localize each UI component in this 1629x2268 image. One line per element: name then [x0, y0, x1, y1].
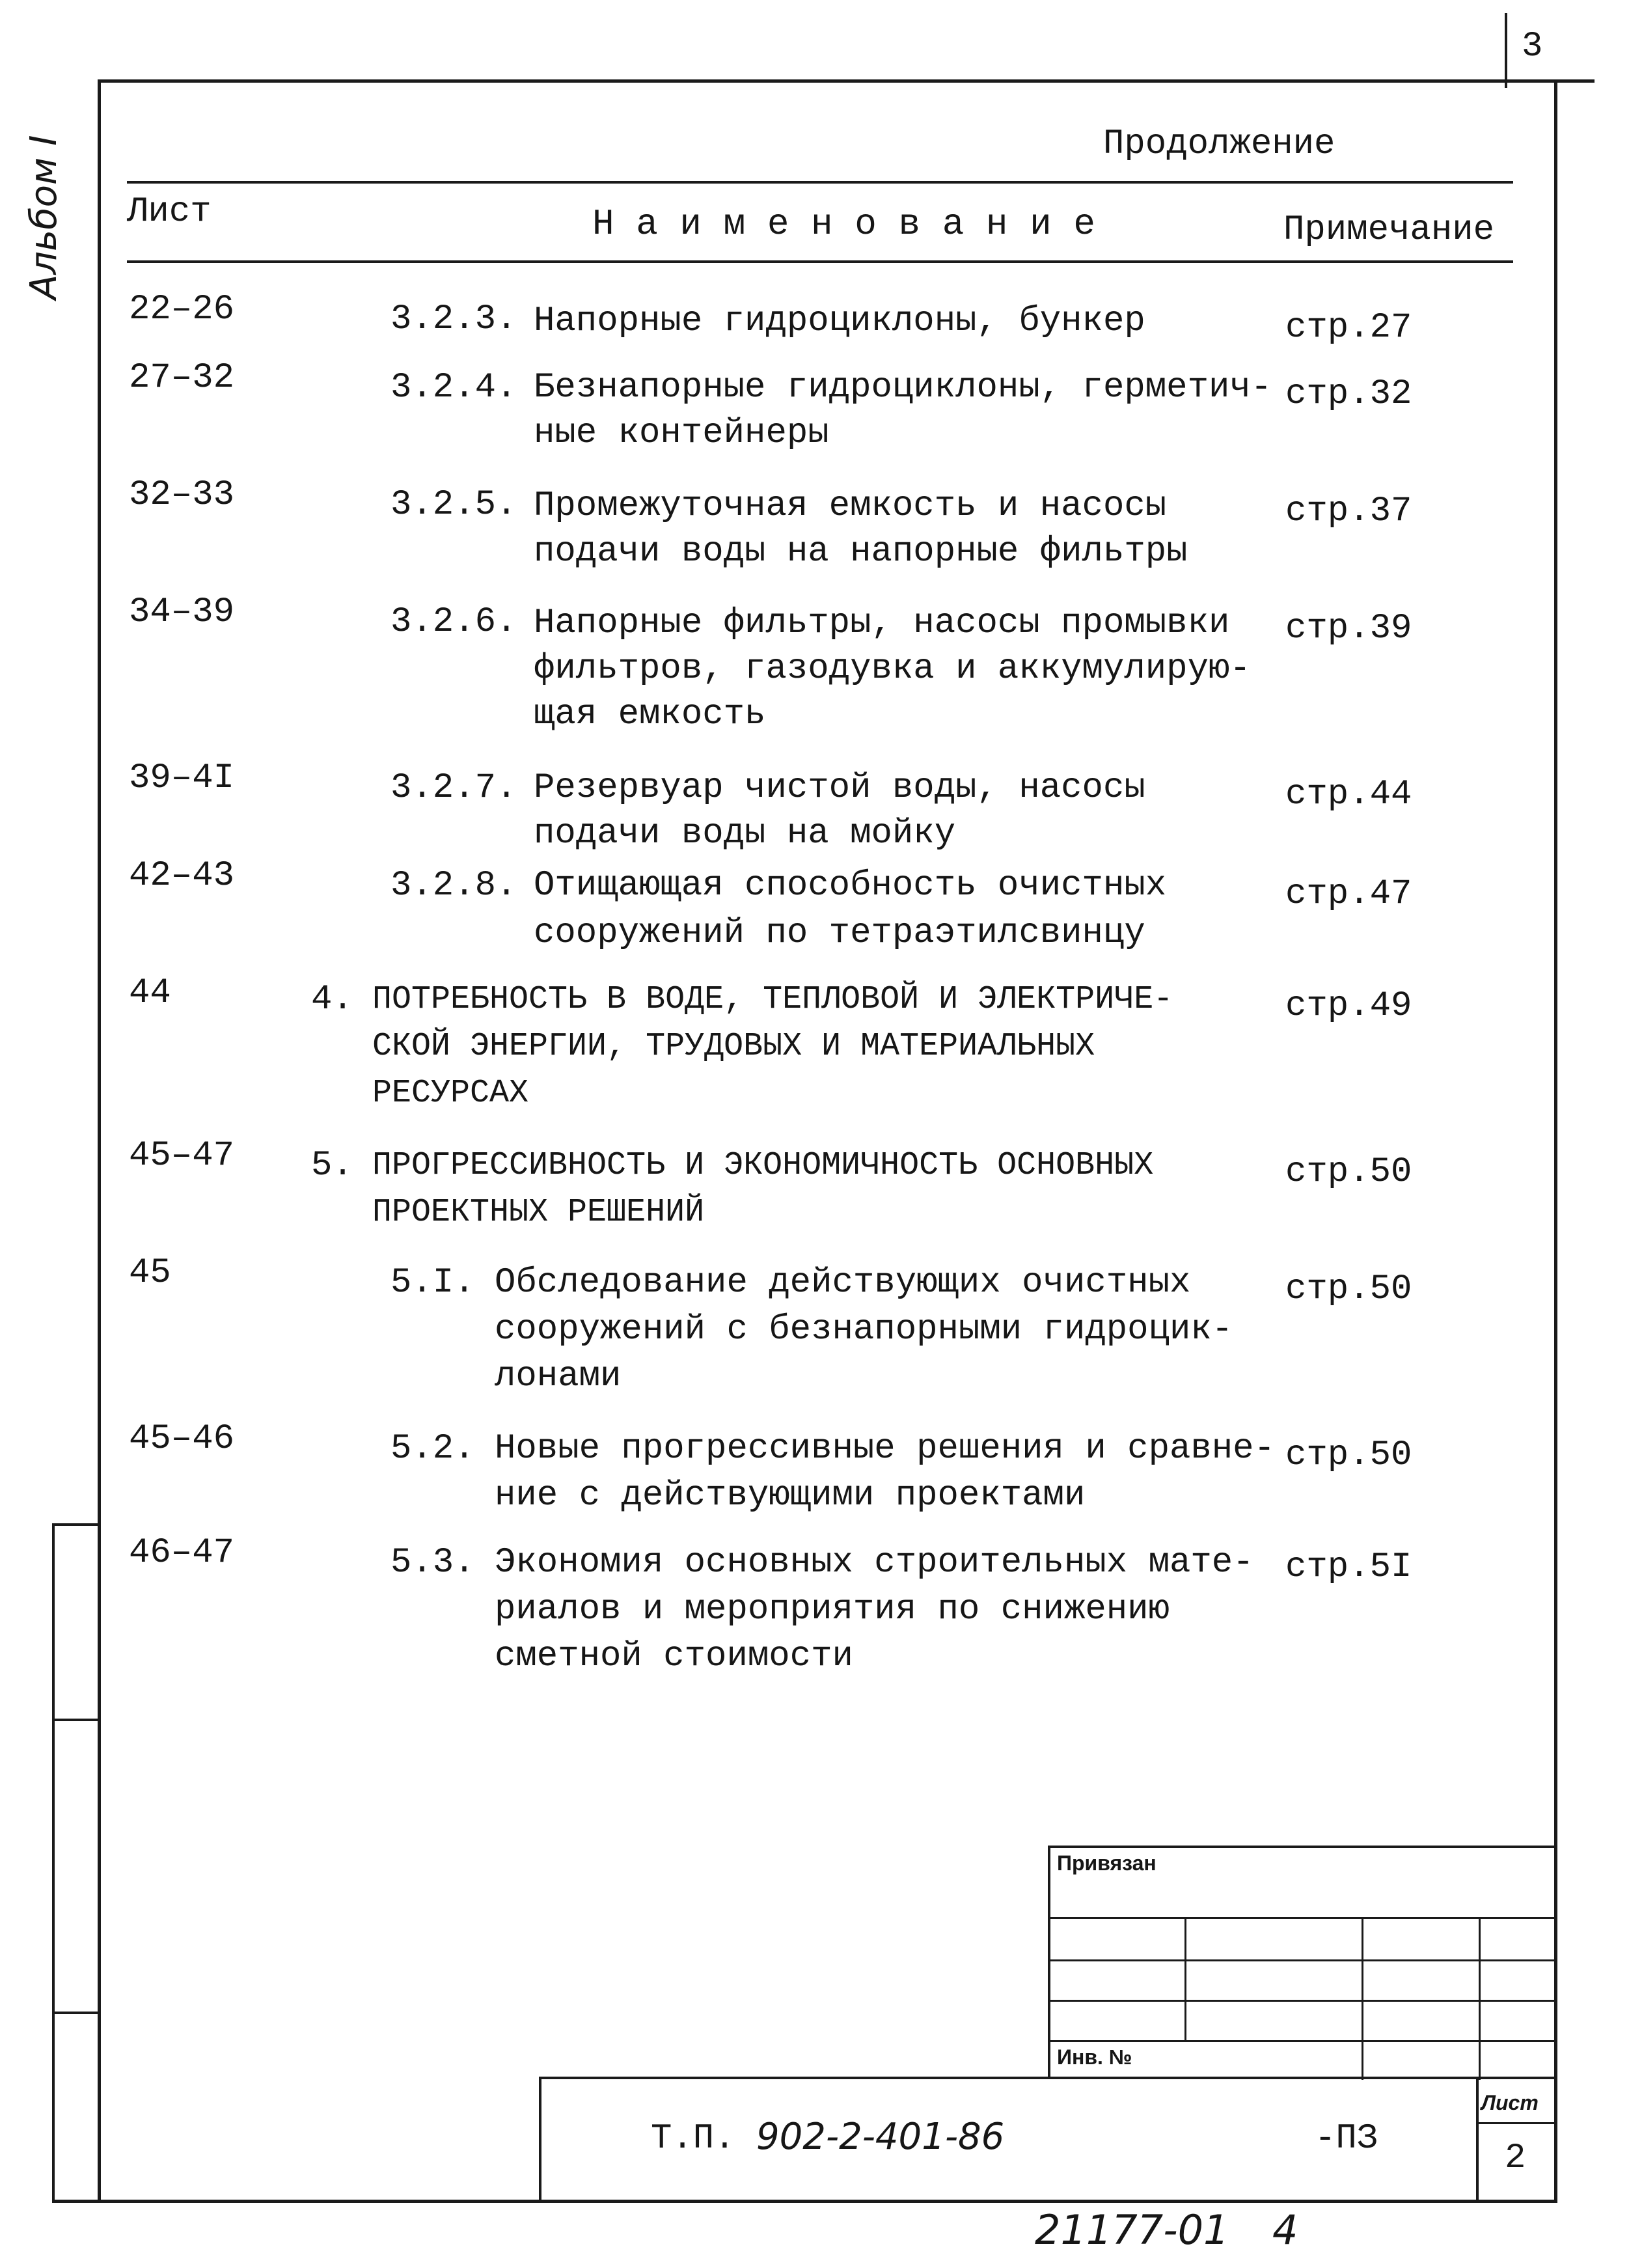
row-title: ПРОЕКТНЫХ РЕШЕНИЙ	[372, 1194, 705, 1231]
frame-bottom	[52, 2200, 1557, 2203]
row-sheet: 27–32	[129, 358, 235, 398]
row-title: сметной стоимости	[495, 1637, 853, 1676]
footer-number: 4	[1272, 2206, 1298, 2254]
row-number: 3.2.4.	[390, 368, 517, 408]
row-sheet: 42–43	[129, 856, 235, 896]
row-note: стр.32	[1285, 374, 1412, 414]
row-note: стр.44	[1285, 775, 1412, 814]
row-title: подачи воды на напорные фильтры	[534, 532, 1188, 572]
row-number: 4.	[311, 980, 353, 1019]
row-title: подачи воды на мойку	[534, 814, 956, 853]
row-title: фильтров, газодувка и аккумулирую-	[534, 649, 1251, 689]
row-title: Безнапорные гидроциклоны, герметич-	[534, 368, 1272, 408]
row-title: Напорные гидроциклоны, бункер	[534, 301, 1145, 341]
sheet-label: Лист	[1481, 2091, 1539, 2114]
row-note: стр.50	[1285, 1152, 1412, 1192]
row-sheet: 45	[129, 1253, 171, 1293]
row-number: 5.2.	[390, 1429, 475, 1469]
col-sheet-header: Лист	[127, 192, 212, 232]
row-title: лонами	[495, 1357, 622, 1396]
row-sheet: 45–46	[129, 1419, 235, 1459]
row-sheet: 45–47	[129, 1136, 235, 1176]
continuation-label: Продолжение	[1103, 124, 1335, 164]
row-sheet: 46–47	[129, 1533, 235, 1573]
row-title: СКОЙ ЭНЕРГИИ, ТРУДОВЫХ И МАТЕРИАЛЬНЫХ	[372, 1028, 1095, 1065]
row-title: Обследование действующих очистных	[495, 1263, 1191, 1303]
footer-code: 21177-01	[1035, 2206, 1229, 2254]
row-note: стр.27	[1285, 308, 1412, 348]
row-title: сооружений с безнапорными гидроцик-	[495, 1310, 1233, 1349]
row-number: 5.I.	[390, 1263, 475, 1303]
row-number: 5.3.	[390, 1543, 475, 1583]
col-name-header: Н а и м е н о в а н и е	[592, 203, 1095, 245]
row-sheet: 22–26	[129, 290, 235, 329]
row-title: щая емкость	[534, 695, 766, 734]
inv-label: Инв. №	[1057, 2045, 1132, 2069]
row-title: ные контейнеры	[534, 413, 829, 453]
row-sheet: 39–4I	[129, 758, 235, 798]
row-title: Напорные фильтры, насосы промывки	[534, 603, 1230, 643]
page-number: 3	[1522, 27, 1543, 66]
row-number: 3.2.7.	[390, 768, 517, 808]
row-note: стр.50	[1285, 1269, 1412, 1309]
row-title: Промежуточная емкость и насосы	[534, 486, 1167, 526]
row-title: Новые прогрессивные решения и сравне-	[495, 1429, 1275, 1469]
row-title: ПРОГРЕССИВНОСТЬ И ЭКОНОМИЧНОСТЬ ОСНОВНЫХ	[372, 1147, 1154, 1184]
row-title: риалов и мероприятия по снижению	[495, 1590, 1170, 1629]
row-title: сооружений по тетраэтилсвинцу	[534, 913, 1145, 953]
sheet-value: 2	[1505, 2138, 1526, 2178]
row-note: стр.37	[1285, 491, 1412, 531]
row-number: 3.2.5.	[390, 485, 517, 525]
bound-label: Привязан	[1057, 1851, 1157, 1875]
row-sheet: 34–39	[129, 592, 235, 632]
doc-code: -ПЗ	[1315, 2119, 1378, 2159]
row-note: стр.47	[1285, 874, 1412, 914]
row-number: 3.2.6.	[390, 602, 517, 642]
row-title: Отищающая способность очистных	[534, 866, 1167, 906]
row-note: стр.5I	[1285, 1547, 1412, 1587]
row-title: ние с действующими проектами	[495, 1476, 1086, 1515]
row-note: стр.49	[1285, 986, 1412, 1026]
frame-left	[98, 79, 101, 2203]
side-label: Альбом I	[23, 135, 65, 299]
row-title: Экономия основных строительных мате-	[495, 1543, 1254, 1583]
frame-right	[1554, 79, 1557, 2203]
row-sheet: 32–33	[129, 475, 235, 515]
row-number: 3.2.3.	[390, 299, 517, 339]
row-title: РЕСУРСАХ	[372, 1075, 529, 1112]
row-number: 3.2.8.	[390, 866, 517, 906]
row-note: стр.39	[1285, 609, 1412, 648]
col-note-header: Примечание	[1283, 210, 1495, 250]
frame-top	[98, 79, 1595, 83]
row-title: ПОТРЕБНОСТЬ В ВОДЕ, ТЕПЛОВОЙ И ЭЛЕКТРИЧЕ-	[372, 981, 1173, 1018]
row-sheet: 44	[129, 973, 171, 1013]
row-note: стр.50	[1285, 1435, 1412, 1475]
tp-prefix: Т.П.	[651, 2119, 735, 2159]
row-title: Резервуар чистой воды, насосы	[534, 768, 1145, 808]
row-number: 5.	[311, 1146, 353, 1185]
tp-number: 902-2-401-86	[756, 2116, 1005, 2158]
